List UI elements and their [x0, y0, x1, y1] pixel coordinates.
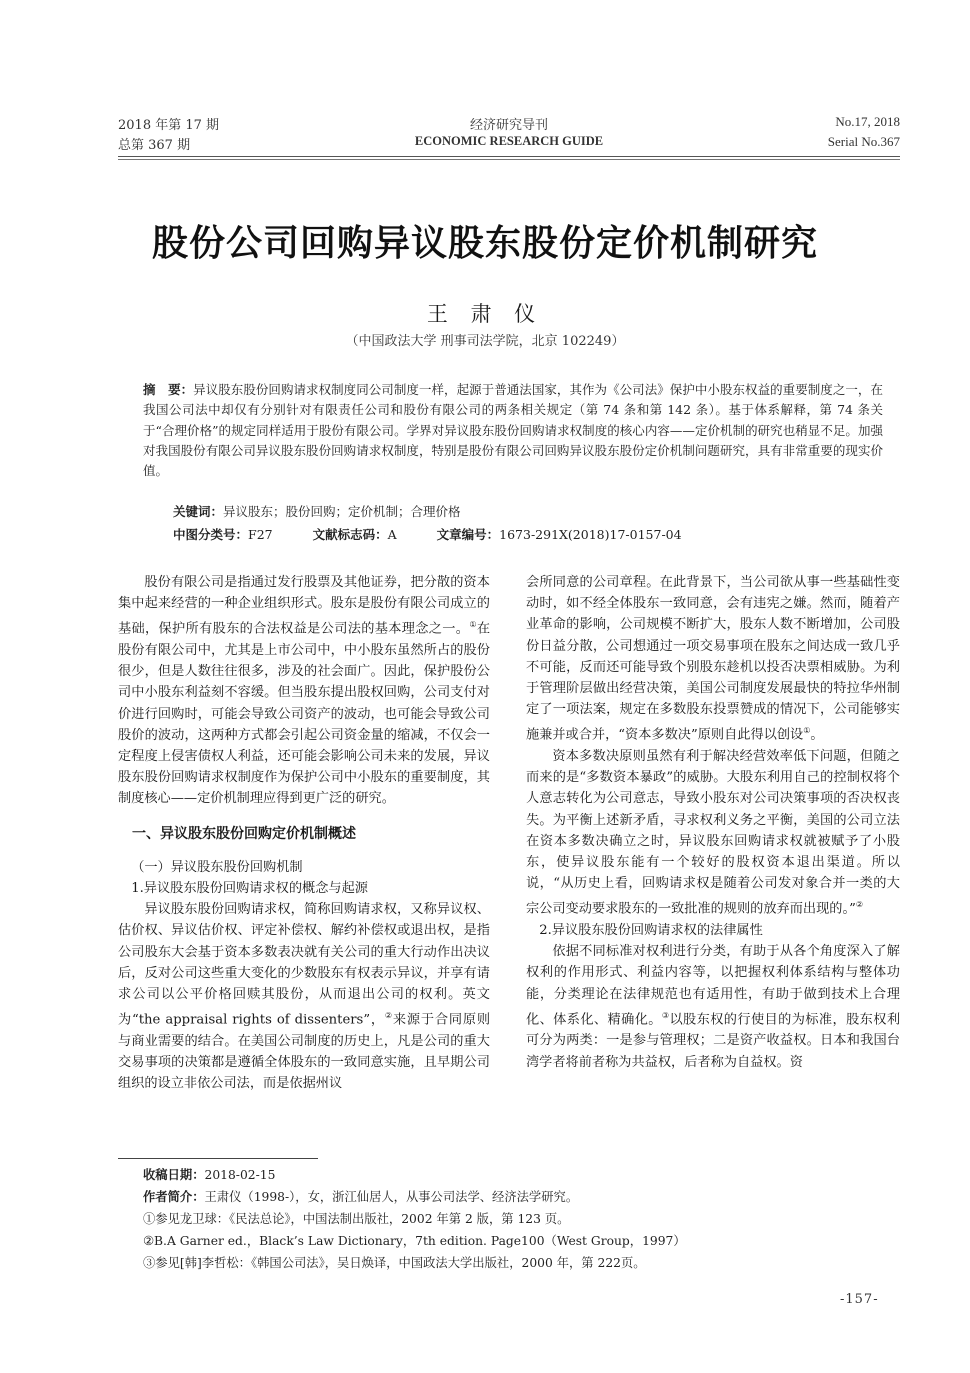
running-header	[118, 114, 900, 158]
subsection-heading: （一）异议股东股份回购机制	[131, 859, 303, 875]
keywords-text: 异议股东；股份回购；定价机制；合理价格	[223, 504, 461, 519]
section-heading: 一、异议股东股份回购定价机制概述	[132, 825, 356, 842]
footnote-ref: ②	[855, 900, 863, 910]
footnote-rule	[118, 1158, 318, 1159]
footnote-ref: ②	[384, 1011, 393, 1021]
classification-line	[173, 525, 718, 543]
paragraph: 会所同意的公司章程。在此背景下，当公司欲从事一些基础性变动时，如不经全体股东一致同意，会有违宪之嫌。然而，随着产业革命的影响，公司规模不断扩大，股东人数不断增加，公司股份日益分散，公司想通过一项交易事项在股东之间达成一致几乎不可能，反而还可能导致个别股东趁机以投否决票相威胁。为利于管理阶层做出经营决策，美国公司制度发展最快的特拉华州制定了一项法案，规定在多数股东投票赞成的情况下，公司能够实施兼并或合并，“资本多数决”原则自此得以创设①。	[526, 575, 900, 743]
footnote-ref: ①	[803, 726, 811, 736]
subsubsection-heading: 1.异议股东股份回购请求权的概念与起源	[131, 881, 368, 897]
clc-label: 中图分类号：	[173, 527, 249, 542]
abstract-text: 异议股东股份回购请求权制度同公司制度一样，起源于普通法国家，其作为《公司法》保护中小股东权益的重要制度之一，在我国公司法中却仅有分别针对有限责任公司和股份有限公司的两条相关规定（第 74 条和第 142 条）。基于体系解释，第 74 条关于“合理价格”的规定同样适用于股份有限公司。学界对异议股东股份回购请求权制度的核心内容——定价机制的研究也稍显不足。加强对我国股份有限公司异议股东股份回购请求权制度，特别是股份有限公司回购异议股东股份定价机制问题研究，具有非常重要的现实价值。	[143, 382, 883, 479]
clc-value: F27	[248, 527, 273, 542]
doc-code-label: 文献标志码：	[312, 527, 388, 542]
subsubsection-heading: 2.异议股东股份回购请求权的法律属性	[539, 923, 763, 939]
header-rule-secondary	[118, 159, 900, 160]
serial-number-en: Serial No.367	[827, 134, 900, 149]
footnotes	[143, 1164, 903, 1274]
body-column-right	[526, 572, 900, 1073]
keywords-label: 关键词：	[173, 504, 224, 519]
doc-code-value: A	[387, 527, 397, 542]
total-issue-number: 总第 367 期	[118, 138, 191, 153]
received-date: 收稿日期：2018-02-15	[143, 1168, 276, 1182]
author-bio: 作者简介：王肃仪（1998-），女，浙江仙居人，从事公司法学、经济法学研究。	[143, 1190, 579, 1204]
issue-number-en: No.17, 2018	[835, 114, 900, 129]
paragraph: 异议股东股份回购请求权，简称回购请求权，又称异议权、估价权、异议估价权、评定补偿权、解约补偿权或退出权，是指公司股东大会基于资本多数表决就有关公司的重大行动作出决议后，反对公司这些重大变化的少数股东有权表示异议，并享有请求公司以公平价格回赎其股份，从而退出公司的权利。英文为“the appraisal rights of dissenters”，②来源于合同原则与商业需要的结合。在美国公司制度的历史上，凡是公司的重大交易事项的决策都是遵循全体股东的一致同意实施，且早期公司组织的设立非依公司法，而是依据州议	[118, 902, 491, 1092]
issue-number: 2018 年第 17 期	[118, 118, 220, 133]
article-author: 王 肃 仪	[426, 302, 544, 326]
journal-name-cn: 经济研究导刊	[469, 118, 548, 133]
article-number-value: 1673-291X(2018)17-0157-04	[499, 527, 682, 542]
paragraph: 资本多数决原则虽然有利于解决经营效率低下问题，但随之而来的是“多数资本暴政”的威胁。大股东利用自己的控制权将个人意志转化为公司意志，导致小股东对公司决策事项的否决权丧失。为平衡上述新矛盾，寻求权利义务之平衡，美国的公司立法在资本多数决确立之时，异议股东回购请求权就被赋予了小股东，使异议股东能有一个较好的股权资本退出渠道。所以说，“从历史上看，回购请求权是随着公司发对象合并一类的大宗公司变动要求股东的一致批准的规则的放弃而出现的。”②	[526, 749, 900, 917]
article-number-label: 文章编号：	[436, 527, 500, 542]
footnote-2: ②B.A Garner ed.，Black’s Law Dictionary，7th edition. Page100（West Group，1997）	[143, 1234, 686, 1248]
paragraph: 依据不同标准对权利进行分类，有助于从各个角度深入了解权利的作用形式、利益内容等，以把握权利体系结构与整体功能，分类理论在法律规范也有适用性，有助于做到技术上合理化、体系化、精确化。③以股东权的行使目的为标准，股东权利可分为两类：一是参与管理权；二是资产收益权。日本和我国台湾学者将前者称为共益权，后者称为自益权。资	[526, 944, 901, 1070]
header-rule	[118, 156, 900, 157]
page-number: -157-	[840, 1292, 879, 1307]
keywords	[173, 502, 461, 520]
article-title: 股份公司回购异议股东股份定价机制研究	[151, 223, 818, 264]
body-column-left	[118, 572, 490, 1094]
journal-name-en: ECONOMIC RESEARCH GUIDE	[414, 134, 604, 148]
author-affiliation: （中国政法大学 刑事司法学院，北京 102249）	[345, 334, 625, 349]
footnote-ref: ③	[661, 1010, 670, 1020]
abstract-label: 摘 要：	[143, 382, 194, 397]
footnote-1: ①参见龙卫球：《民法总论》，中国法制出版社，2002 年第 2 版，第 123 页。	[143, 1212, 570, 1226]
abstract	[143, 380, 883, 481]
footnote-3: ③参见[韩]李哲松：《韩国公司法》，吴日焕译，中国政法大学出版社，2000 年，第 222页。	[143, 1256, 646, 1270]
paragraph: 股份有限公司是指通过发行股票及其他证券，把分散的资本集中起来经营的一种企业组织形式。股东是股份有限公司成立的基础，保护所有股东的合法权益是公司法的基本理念之一。①在股份有限公司中，尤其是上市公司中，中小股东虽然所占的股份很少，但是人数往往很多，涉及的社会面广。因此，保护股份公司中小股东利益刻不容缓。但当股东提出股权回购，公司支付对价进行回购时，可能会导致公司资产的波动，也可能会导致公司股价的波动，这两种方式都会引起公司资金量的缩减，不仅会一定程度上侵害债权人利益，还可能会影响公司未来的发展，异议股东股份回购请求权制度作为保护公司中小股东的重要制度，其制度核心——定价机制理应得到更广泛的研究。	[118, 575, 491, 807]
footnote-ref: ①	[469, 620, 477, 630]
